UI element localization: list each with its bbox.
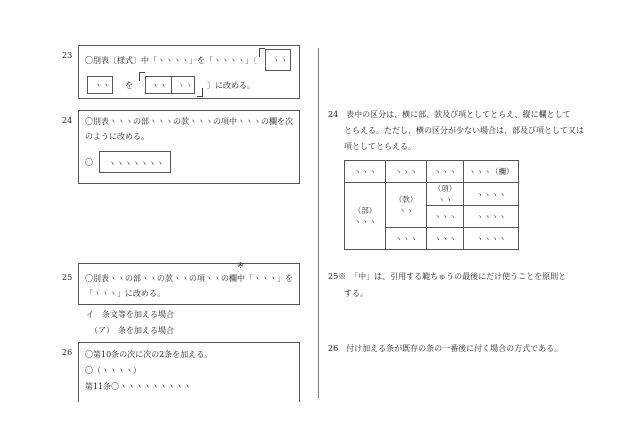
note-25-line1: 25※ 「中」は、引用する範ちゅうの最後にだけ使うことを原則と bbox=[328, 272, 567, 281]
heading-i: イ 条文等を加える場合 bbox=[86, 310, 174, 319]
column-divider bbox=[318, 48, 319, 398]
heading-a: （ア） 条を加える場合 bbox=[90, 326, 174, 335]
bracket-close bbox=[197, 88, 203, 97]
item-24-marker: 〇 bbox=[85, 158, 93, 167]
item-23-number: 23 bbox=[62, 51, 73, 60]
note-25-line2: する。 bbox=[344, 289, 368, 298]
table-cell: ヽヽヽ bbox=[427, 206, 464, 228]
item-25-number: 25 bbox=[62, 273, 73, 282]
item-23-line1: 〇別表〔様式〕中「ヽヽヽヽ」を「ヽヽヽヽ」〔 bbox=[85, 56, 257, 65]
item-24-number: 24 bbox=[62, 116, 73, 125]
item-23-box-c-text: ヽヽ bbox=[151, 81, 167, 90]
item-23-inner-box-a bbox=[265, 49, 291, 71]
kan-sub: ヽヽ bbox=[398, 206, 414, 215]
kan-label: （款） bbox=[394, 195, 418, 204]
item-26-line1: 〇第10条の次に次の2条を加える。 bbox=[85, 350, 213, 359]
kou-label: （項） bbox=[433, 184, 457, 193]
table-header-cell: ヽヽヽ bbox=[427, 161, 464, 183]
table-cell: ヽヽヽ bbox=[427, 228, 464, 250]
table-header-cell: ヽヽヽ（欄） bbox=[464, 161, 519, 183]
item-25-line2: 「ヽヽヽ」に改める。 bbox=[85, 289, 165, 298]
table-cell: ヽヽヽヽ bbox=[464, 228, 519, 250]
item-23-inner-box-cd bbox=[145, 76, 195, 94]
category-table bbox=[344, 160, 519, 250]
item-23-wo: を bbox=[125, 81, 133, 90]
note-24-line3: 項としてとらえる。 bbox=[344, 142, 416, 151]
item-25-mark: ※ bbox=[237, 261, 244, 270]
item-26-line2: 〇（ヽヽヽヽ） bbox=[85, 366, 141, 375]
note-24-line1: 24 表中の区分は、横に部、款及び項としてとらえ、縦に欄として bbox=[328, 110, 571, 119]
table-cell-kan bbox=[386, 183, 427, 228]
table-header-cell: ヽヽヽ bbox=[386, 161, 427, 183]
item-24-inner-text: ヽヽヽヽヽヽヽ bbox=[108, 159, 164, 168]
item-23-box-b-text: ヽヽ bbox=[94, 81, 110, 90]
item-23-inner-box-b bbox=[87, 76, 113, 94]
note-26: 26 付け加える条が既存の条の一番後に付く場合の方式である。 bbox=[328, 344, 563, 353]
table-cell: ヽヽヽヽ bbox=[464, 206, 519, 228]
item-23-cd-divider bbox=[171, 77, 172, 93]
table-cell-bu bbox=[345, 183, 386, 250]
item-24-box bbox=[78, 110, 300, 184]
table-cell: ヽヽヽヽ bbox=[464, 183, 519, 206]
item-23-tail: 〕に改める。 bbox=[207, 81, 255, 90]
item-24-line1: 〇別表ヽヽヽの部ヽヽヽの款ヽヽヽの項中ヽヽヽの欄を次 bbox=[85, 117, 293, 126]
item-24-line2: のように改める。 bbox=[85, 132, 149, 141]
table-header-cell: ヽヽヽ bbox=[345, 161, 386, 183]
item-23-box bbox=[78, 45, 300, 99]
item-25-line1: 〇別表ヽヽの部ヽヽの款ヽヽの項ヽヽの欄中「ヽヽヽ」を bbox=[85, 274, 293, 283]
item-26-number: 26 bbox=[62, 348, 73, 357]
item-23-box-d-text: ヽヽ bbox=[177, 81, 193, 90]
item-23-box-a-text: ヽヽ bbox=[272, 56, 288, 65]
note-24-line2: とらえる。ただし、横の区分が少ない場合は、部及び項として又は bbox=[344, 126, 584, 135]
item-24-inner-box bbox=[99, 151, 171, 173]
table-cell: ヽヽヽ bbox=[386, 228, 427, 250]
bu-sub: ヽヽヽ bbox=[353, 217, 377, 226]
kou-sub: ヽヽ bbox=[437, 195, 453, 204]
item-25-box bbox=[78, 263, 300, 305]
item-26-line3: 第11条〇ヽヽヽヽヽヽヽヽヽ bbox=[85, 382, 192, 391]
table-cell-kou bbox=[427, 183, 464, 206]
item-26-box bbox=[78, 342, 300, 402]
bu-label: （部） bbox=[353, 206, 377, 215]
